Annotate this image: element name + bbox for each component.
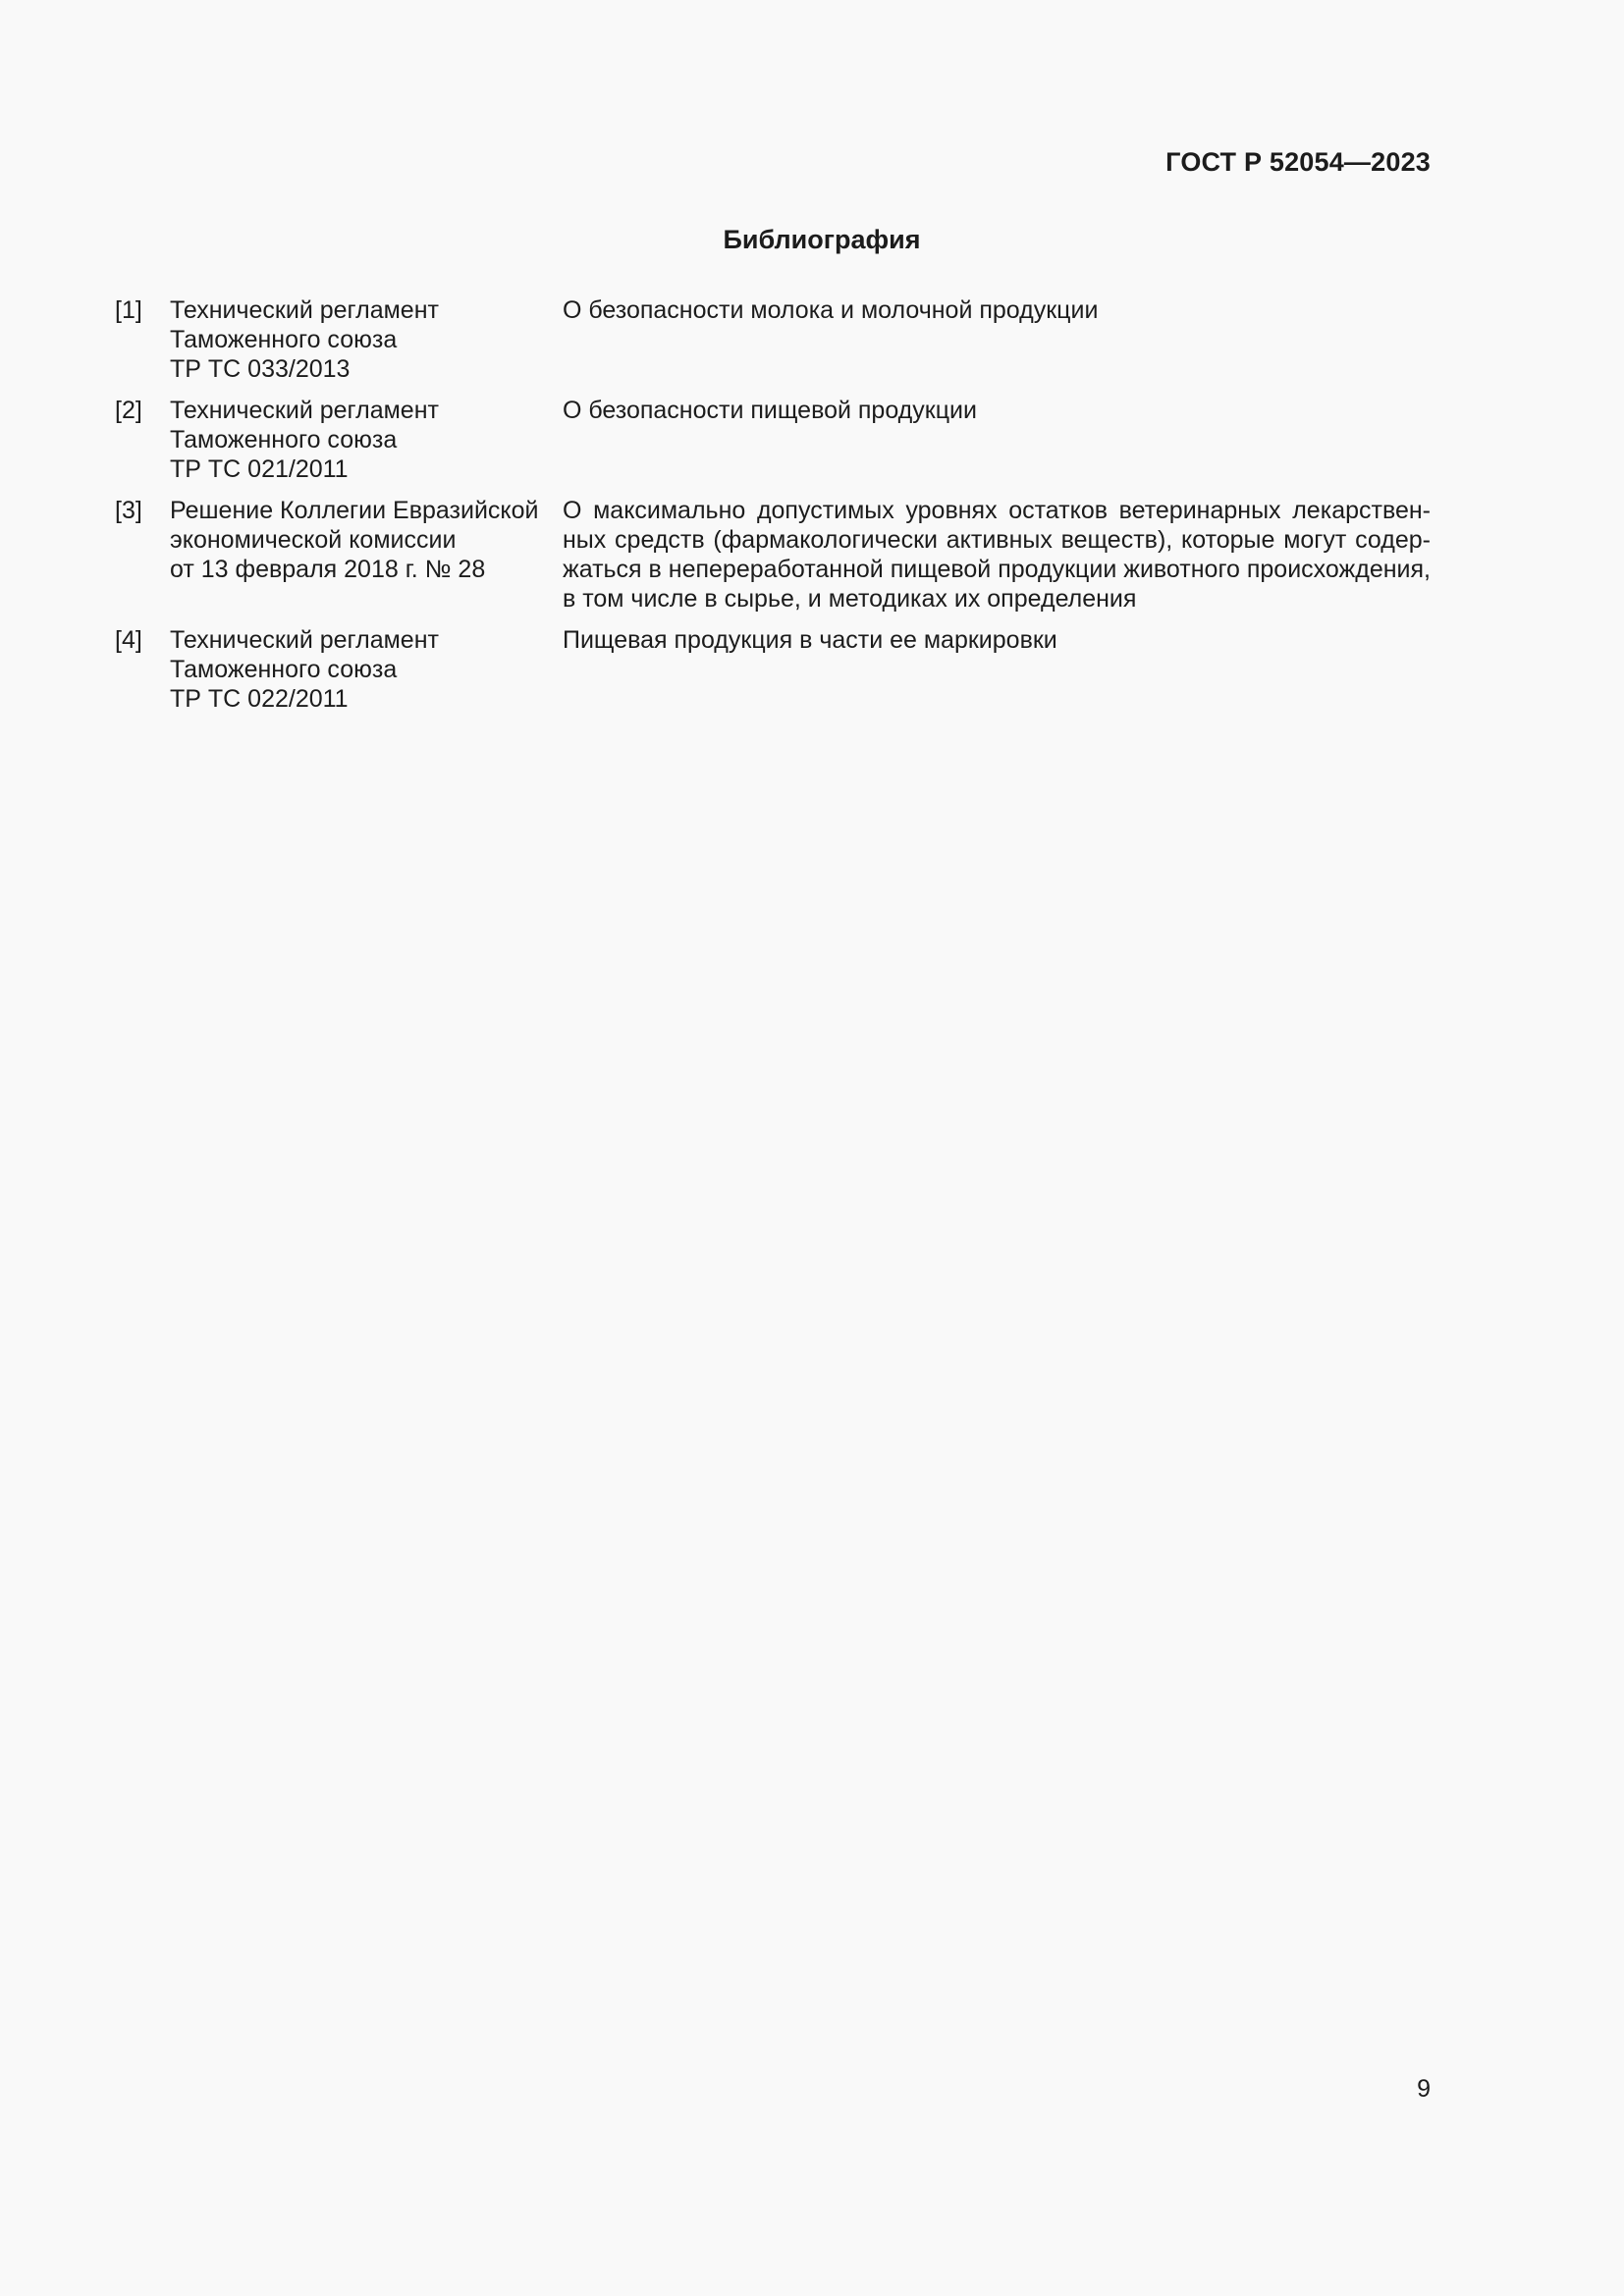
bibliography-entry [115,295,1431,384]
entry-number: [4] [115,626,142,654]
source-line: от 13 февраля 2018 г. № 28 [170,556,486,583]
subject-line: Пищевая продукция в части ее маркировки [563,626,1057,654]
source-line: Таможенного союза [170,656,398,683]
entry-source [170,396,563,484]
source-line: ТР ТС 021/2011 [170,455,349,483]
entry-number: [1] [115,296,142,324]
subject-line: жаться в непереработанной пищевой продукции животного происхождения, [563,556,1431,583]
entry-number: [3] [115,497,142,524]
source-line: ТР ТС 022/2011 [170,685,349,713]
subject-line: О максимально допустимых уровнях остатков ветеринарных лекарствен- [563,497,1431,524]
document-code: ГОСТ Р 52054—2023 [1165,147,1431,177]
source-line: экономической комиссии [170,526,457,554]
source-line: Технический регламент [170,626,439,654]
bibliography-list [115,295,1431,725]
bibliography-entry [115,625,1431,714]
source-line: Таможенного союза [170,326,398,353]
page-number: 9 [1417,2075,1431,2103]
bibliography-entry [115,496,1431,614]
entry-subject [563,625,1431,714]
source-line: Решение Коллегии Евразийской [170,497,539,524]
entry-source [170,295,563,384]
entry-subject [563,496,1431,614]
section-title: Библиография [723,225,921,254]
subject-line: ных средств (фармакологически активных веществ), которые могут содер- [563,526,1431,554]
entry-subject [563,396,1431,484]
bibliography-entry [115,396,1431,484]
subject-line: в том числе в сырье, и методиках их определения [563,585,1137,613]
entry-source [170,496,563,614]
entry-number: [2] [115,397,142,424]
subject-line: О безопасности пищевой продукции [563,397,977,424]
source-line: Технический регламент [170,397,439,424]
source-line: Технический регламент [170,296,439,324]
source-line: Таможенного союза [170,426,398,454]
source-line: ТР ТС 033/2013 [170,355,351,383]
subject-line: О безопасности молока и молочной продукции [563,296,1099,324]
entry-subject [563,295,1431,384]
entry-source [170,625,563,714]
